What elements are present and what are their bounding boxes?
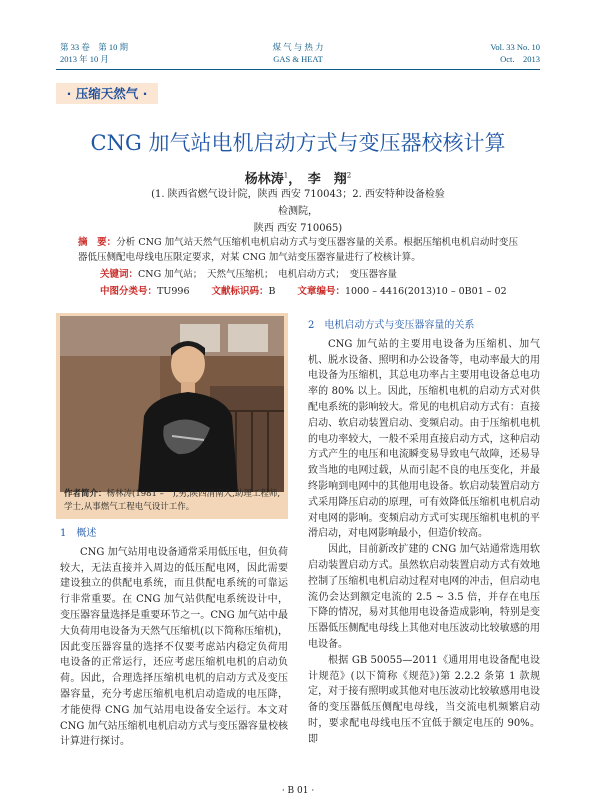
volume-issue: 第 33 卷 第 10 期	[60, 42, 129, 52]
keywords-text: CNG 加气站； 天然气压缩机； 电机启动方式； 变压器容量	[138, 269, 397, 280]
keywords	[100, 266, 397, 280]
clc-value: TU996	[157, 286, 190, 297]
article-no-value: 1000 – 4416(2013)10 – 0B01 – 02	[345, 286, 507, 297]
author-2: 李 翔	[307, 172, 347, 187]
page-number: · B 01 ·	[281, 786, 315, 796]
author-bio	[64, 488, 282, 514]
publication-date: 2013 年 10 月	[60, 54, 109, 64]
keywords-label: 关键词：	[100, 269, 139, 280]
abstract	[78, 235, 518, 265]
volume-issue-en: Vol. 33 No. 10	[490, 42, 540, 52]
abstract-text: 分析 CNG 加气站天然气压缩机电机启动方式与变压器容量的关系。根据压缩机电机启动时变压器低压侧配电母线电压限定要求，对某 CNG 加气站变压器容量进行了校核计算。	[78, 237, 518, 263]
column-right	[308, 318, 540, 748]
author-bio-label: 作者简介：	[64, 489, 107, 499]
section-1-heading: 1 概述	[60, 528, 97, 539]
abstract-label: 摘 要：	[78, 237, 117, 248]
doc-code-label: 文献标识码：	[211, 286, 269, 297]
section-2-paragraph-1: CNG 加气站的主要用电设备为压缩机、加气机、脱水设备、照明和办公设备等，电动率最大的用电设备为压缩机，其总电功率占主要用电设备总电功率的 80% 以上。因此，压缩机电机的启动方式对供配电系统的影响较大。常见的电机启动方式有：直接启动、软启动装置启动、变频启动。由于压缩机电机的电功率较大，一般不采用直接启动方式，这种启动方式产生的电压和电流瞬变易导致电气故障，还易导致当地的电网过载，从而引起不良的电压变化，并最终影响到电网中的其他用电设备。软启动装置启动方式采用降压启动的原理，可有效降低压缩机电机启动对电网的影响。变频启动方式可实现压缩机电机的平滑启动，对电网影响最小，但造价较高。	[308, 338, 540, 540]
author-photo-box	[56, 313, 288, 519]
author-1: 杨林涛	[244, 172, 284, 187]
author-bio-text: 杨林涛(1981 – ),男,陕西渭南人,助理工程师,学士,从事燃气工程电气设计工作。	[64, 489, 281, 512]
section-2-paragraph-2: 因此，目前新改扩建的 CNG 加气站通常选用软启动装置启动方式。虽然软启动装置启动方式有效地控制了压缩机电机启动过程对电网的冲击，但启动电流仍会达到额定电流的 2.5 ~ 3.5 倍，并存在电压下降的情况，易对其他用电设备造成影响，特别是变压器低压侧配电母线上其他对电压波动比较敏感的用电设备。	[308, 544, 540, 650]
doc-code-value: B	[268, 286, 276, 297]
classification-line	[100, 283, 507, 297]
section-2-heading: 2 电机启动方式与变压器容量的关系	[308, 320, 475, 331]
author-photo	[60, 316, 284, 492]
author-2-affil: 2	[346, 171, 352, 180]
affiliation	[150, 186, 446, 237]
author-separator: ，	[288, 172, 308, 187]
section-tag: · 压缩天然气 ·	[56, 83, 158, 104]
article-no-label: 文章编号：	[297, 286, 346, 297]
affiliation-line-2: 陕西 西安 710065)	[253, 223, 343, 234]
header-divider	[56, 69, 540, 70]
column-left	[60, 526, 288, 750]
author-1-affil: 1	[283, 171, 289, 180]
section-1-paragraph: CNG 加气站用电设备通常采用低压电，但负荷较大，无法直接并入周边的低压配电网，因此需要建设独立的供配电系统，而且供配电系统的可靠运行非常重要。在 CNG 加气站供配电系统设计中，变压器容量选择是重要环节之一。CNG 加气站中最大负荷用电设备为天然气压缩机(以下简称压缩机)，因此变压器容量的选择不仅要考虑站内稳定负荷用电设备的正常运行，还应考虑压缩机电机的启动负荷。因此，合理选择压缩机电机的启动方式及变压器容量，充分考虑压缩机电机启动造成的电压降，才能使得 CNG 加气站用电设备安全运行。本文对 CNG 加气站压缩机电机启动方式与变压器容量校核计算进行探讨。	[60, 546, 288, 748]
journal-name-en: GAS & HEAT	[273, 54, 323, 64]
publication-date-en: Oct. 2013	[500, 54, 540, 64]
journal-name-cn: 煤 气 与 热 力	[272, 42, 324, 52]
section-2-paragraph-3: 根据 GB 50055—2011《通用用电设备配电设计规范》(以下简称《规范》)第 2.2.2 条第 1 款规定，对于接有照明或其他对电压波动比较敏感用电设备的变压器低压侧配电母线，当交流电机频繁启动时，要求配电母线电压不宜低于额定电压的 90%。即	[308, 654, 540, 745]
affiliation-line-1: (1. 陕西省燃气设计院，陕西 西安 710043；2. 西安特种设备检验检测院，	[151, 189, 445, 217]
paper-title: CNG 加气站电机启动方式与变压器校核计算	[90, 131, 506, 155]
author-line	[0, 168, 596, 187]
clc-label: 中图分类号：	[100, 286, 158, 297]
journal-volume-en	[490, 41, 540, 65]
